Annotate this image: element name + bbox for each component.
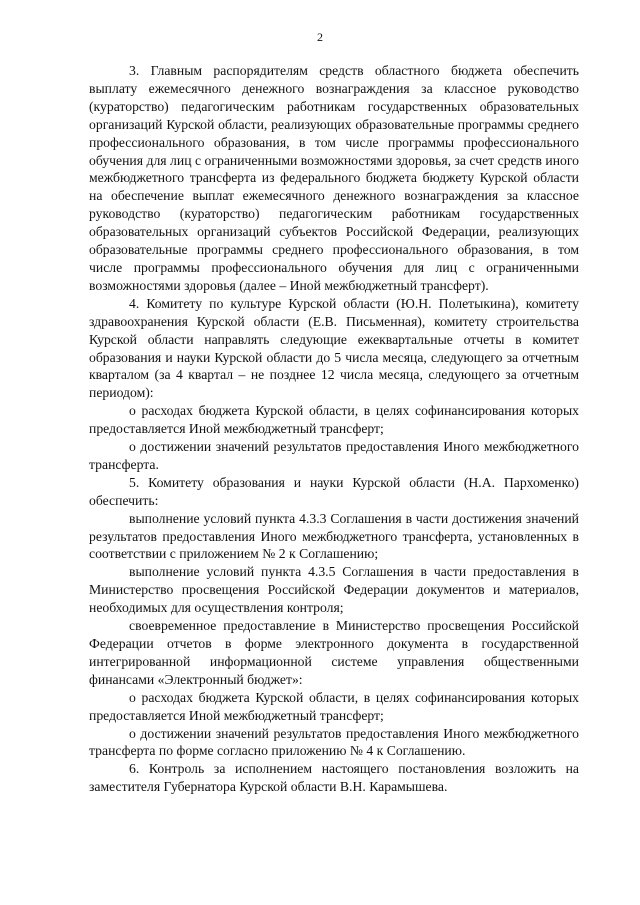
paragraph-subitem-4-3-3: выполнение условий пункта 4.3.3 Соглашения в части достижения значений результатов предоставления Иного межбюджетного трансферта, установленных в соответствии с приложением № 2 к Соглашению; <box>89 510 579 562</box>
document-body <box>89 62 579 796</box>
paragraph-subitem-expenses-2: о расходах бюджета Курской области, в целях софинансирования которых предоставляется Иной межбюджетный трансферт; <box>89 689 579 723</box>
paragraph-item-5: 5. Комитету образования и науки Курской области (Н.А. Пархоменко) обеспечить: <box>89 474 579 508</box>
paragraph-subitem-reports: своевременное предоставление в Министерство просвещения Российской Федерации отчетов в форме электронного документа в государственной интегрированной информационной системе управления общественными финансами «Электронный бюджет»: <box>89 618 579 687</box>
paragraph-subitem-results-2: о достижении значений результатов предоставления Иного межбюджетного трансферта по форме согласно приложению № 4 к Соглашению. <box>89 725 579 759</box>
paragraph-subitem-expenses: о расходах бюджета Курской области, в целях софинансирования которых предоставляется Иной межбюджетный трансферт; <box>89 403 579 437</box>
paragraph-subitem-4-3-5: выполнение условий пункта 4.3.5 Соглашения в части предоставления в Министерство просвещения Российской Федерации документов и материалов, необходимых для осуществления контроля; <box>89 564 579 616</box>
paragraph-item-6: 6. Контроль за исполнением настоящего постановления возложить на заместителя Губернатора Курской области В.Н. Карамышева. <box>89 761 579 795</box>
paragraph-subitem-results: о достижении значений результатов предоставления Иного межбюджетного трансферта. <box>89 439 579 472</box>
page-number: 2 <box>317 30 323 44</box>
paragraph-item-4: 4. Комитету по культуре Курской области (Ю.Н. Полетыкина), комитету здравоохранения Курской области (Е.В. Письменная), комитету строительства Курской области направлять следующие ежеквартальные отчеты в комитет образования и науки Курской области до 5 числа месяца, следующего за отчетным кварталом (за 4 квартал – не позднее 12 числа месяца, следующего за отчетным периодом): <box>89 295 579 401</box>
paragraph-item-3: 3. Главным распорядителям средств областного бюджета обеспечить выплату ежемесячного денежного вознаграждения за классное руководство (кураторство) педагогическим работникам государственных образовательных организаций Курской области, реализующих образовательные программы среднего профессионального образования, в том числе программы профессионального обучения для лиц с ограниченными возможностями здоровья, за счет средств иного межбюджетного трансферта из федерального бюджета бюджету Курской области на обеспечение выплат ежемесячного денежного вознаграждения за классное руководство (кураторство) педагогическим работникам государственных образовательных организаций субъектов Российской Федерации, реализующих образовательные программы среднего профессионального образования, в том числе программы профессионального обучения для лиц с ограниченными возможностями здоровья (далее – Иной межбюджетный трансферт). <box>89 63 579 293</box>
